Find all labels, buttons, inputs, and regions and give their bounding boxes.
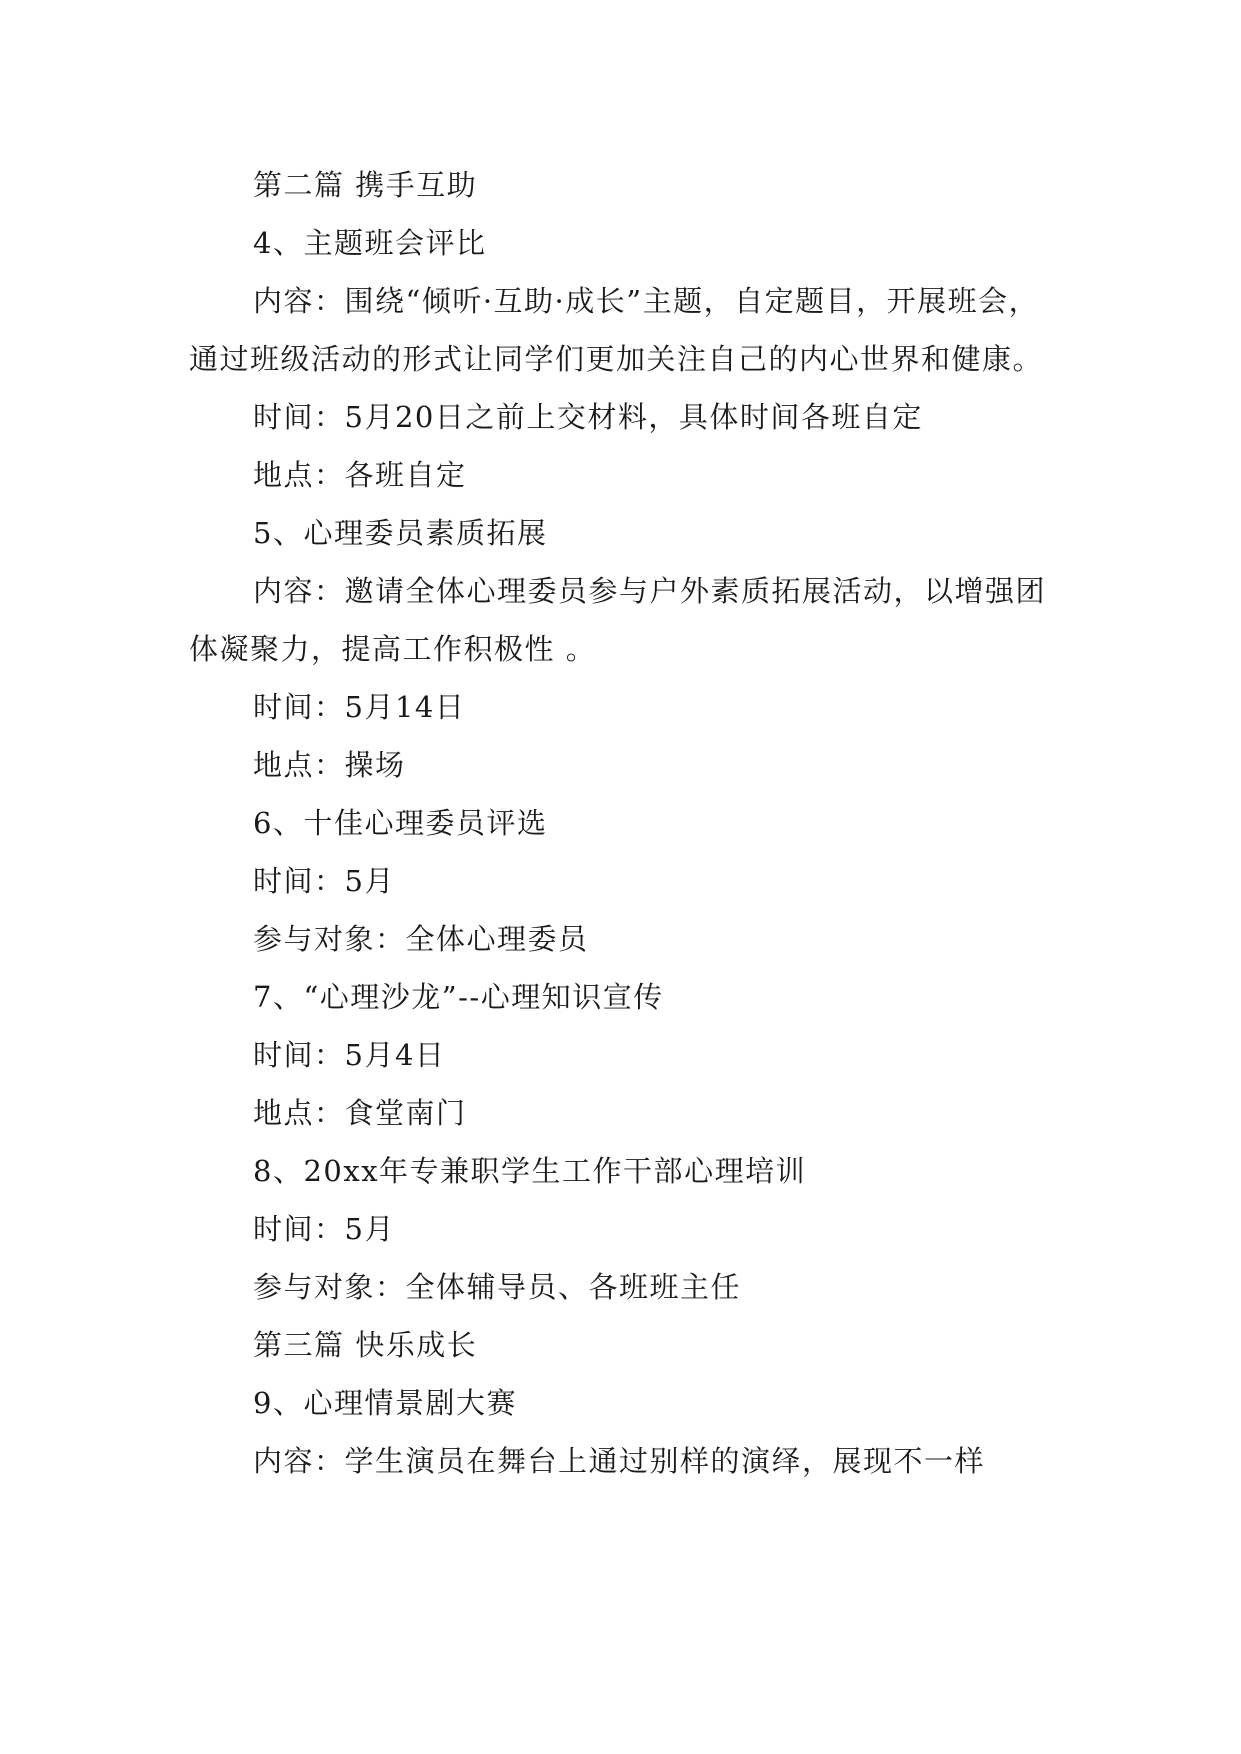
item-time: 时间：5月20日之前上交材料，具体时间各班自定 — [253, 400, 923, 434]
item-participants: 参与对象：全体辅导员、各班班主任 — [253, 1270, 742, 1304]
section-heading: 第三篇 快乐成长 — [253, 1328, 478, 1362]
document-body — [189, 156, 1061, 1490]
item-content: 内容：围绕“倾听·互助·成长”主题，自定题目，开展班会，通过班级活动的形式让同学们更加关注自己的内心世界和健康。 — [189, 284, 1044, 376]
item-location: 地点：食堂南门 — [253, 1096, 467, 1130]
item-heading: 7、“心理沙龙”--心理知识宣传 — [253, 980, 664, 1014]
item-location: 地点：操场 — [253, 748, 406, 782]
item-time: 时间：5月 — [253, 1212, 395, 1246]
item-participants: 参与对象：全体心理委员 — [253, 922, 589, 956]
section-heading: 第二篇 携手互助 — [253, 168, 478, 202]
item-heading: 5、心理委员素质拓展 — [253, 516, 548, 550]
item-heading: 8、20xx年专兼职学生工作干部心理培训 — [253, 1154, 807, 1188]
item-heading: 6、十佳心理委员评选 — [253, 806, 548, 840]
item-heading: 9、心理情景剧大赛 — [253, 1386, 517, 1420]
item-time: 时间：5月14日 — [253, 690, 466, 724]
item-time: 时间：5月 — [253, 864, 395, 898]
item-content: 内容：邀请全体心理委员参与户外素质拓展活动，以增强团体凝聚力，提高工作积极性 。 — [189, 574, 1047, 666]
item-content: 内容：学生演员在舞台上通过别样的演绎，展现不一样 — [253, 1444, 986, 1478]
item-time: 时间：5月4日 — [253, 1038, 446, 1072]
item-location: 地点：各班自定 — [253, 458, 467, 492]
item-heading: 4、主题班会评比 — [253, 226, 487, 260]
